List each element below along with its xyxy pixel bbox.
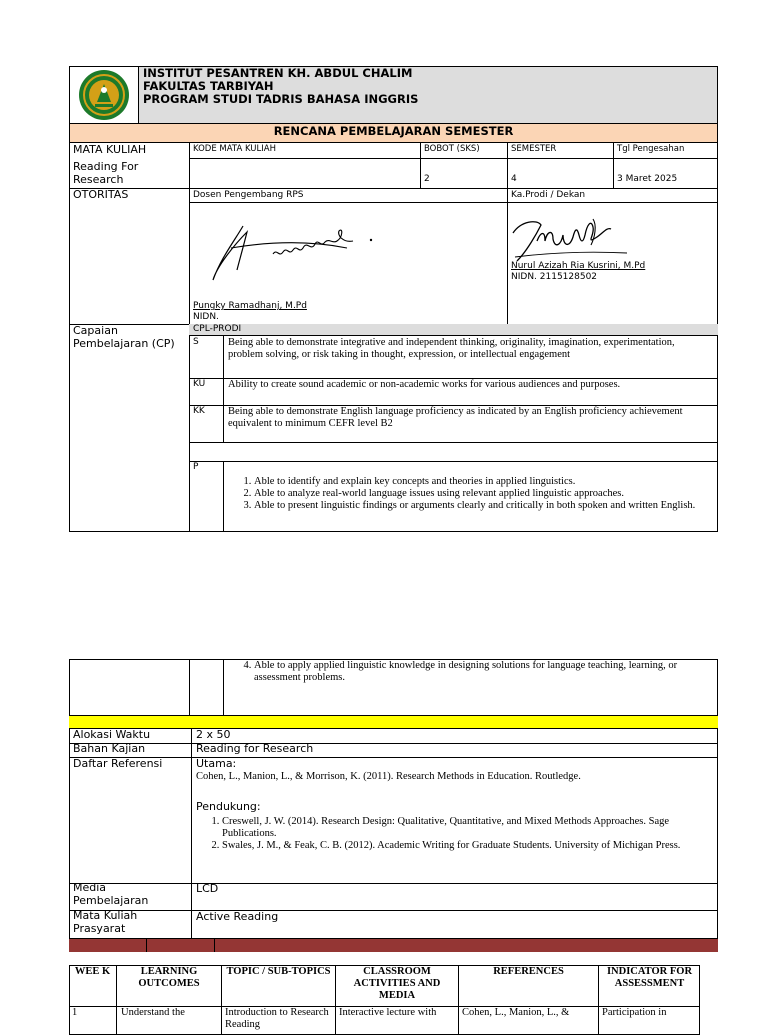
prasyarat-value: Active Reading <box>196 910 279 923</box>
kk-text: Being able to demonstrate English language proficiency as indicated by an English proficiency achievement equivalent to minimum CEFR level B2 <box>228 406 683 430</box>
kaprodi-name: Nurul Azizah Ria Kusrini, M.Pd <box>511 261 646 271</box>
developer-nidn: NIDN. <box>193 312 219 322</box>
prasyarat-label: Mata Kuliah Prasyarat <box>73 909 138 935</box>
program-name: PROGRAM STUDI TADRIS BAHASA INGGRIS <box>143 92 419 106</box>
kode-label: KODE MATA KULIAH <box>193 144 276 154</box>
weekly-plan-table <box>69 965 700 1031</box>
p-outcomes-list-cont <box>228 660 698 684</box>
institution-logo-icon <box>75 68 133 122</box>
row1-activity: Interactive lecture with <box>339 1007 437 1018</box>
kaprodi-nidn: NIDN. 2115128502 <box>511 272 598 282</box>
row1-indicator: Participation in <box>602 1007 667 1018</box>
p-item-3: 3. Able to present linguistic findings or arguments clearly and critically in both spoken and written English. <box>254 500 698 512</box>
row1-reference: Cohen, L., Manion, L., & <box>462 1007 570 1018</box>
media-label: Media Pembelajaran <box>73 881 149 907</box>
tgl-value: 3 Maret 2025 <box>617 174 678 184</box>
alokasi-label: Alokasi Waktu <box>73 728 151 741</box>
row1-outcome: Understand the <box>121 1007 185 1018</box>
semester-value: 4 <box>511 174 517 184</box>
row1-week: 1 <box>72 1007 78 1018</box>
bobot-value: 2 <box>424 174 430 184</box>
yellow-divider-bar <box>69 715 718 729</box>
semester-label: SEMESTER <box>511 144 557 154</box>
alokasi-value: 2 x 50 <box>196 728 231 741</box>
faculty-name: FAKULTAS TARBIYAH <box>143 79 274 93</box>
header-week: WEE K <box>74 966 111 977</box>
kaprodi-label: Ka.Prodi / Dekan <box>511 190 586 200</box>
rps-continuation-table <box>69 659 718 952</box>
p-code: P <box>193 462 199 472</box>
header-indicator: INDICATOR FOR ASSESSMENT <box>606 966 693 990</box>
p-outcomes-list <box>228 476 698 512</box>
p-item-1: 1. Able to identify and explain key concepts and theories in applied linguistics. <box>254 476 698 488</box>
rps-top-table <box>69 66 718 532</box>
header-references: REFERENCES <box>493 966 564 977</box>
developer-signature-icon <box>207 218 397 298</box>
pendukung-ref-2: 2. Swales, J. M., & Feak, C. B. (2012). Academic Writing for Graduate Students. University of Michigan Press. <box>222 840 714 852</box>
developer-name: Pungky Ramadhanj, M.Pd <box>193 301 307 311</box>
header-topics: TOPIC / SUB-TOPICS <box>226 966 331 977</box>
developer-label: Dosen Pengembang RPS <box>193 190 304 200</box>
maroon-divider-bar <box>69 938 718 952</box>
ku-text: Ability to create sound academic or non-academic works for various audiences and purposes. <box>228 379 621 390</box>
referensi-label: Daftar Referensi <box>73 757 163 770</box>
utama-reference: Cohen, L., Manion, L., & Morrison, K. (2011). Research Methods in Education. Routledge. <box>196 771 581 782</box>
kk-code: KK <box>193 406 205 416</box>
bahan-label: Bahan Kajian <box>73 742 146 755</box>
document-title: RENCANA PEMBELAJARAN SEMESTER <box>273 124 514 138</box>
course-name: Reading For Research <box>73 160 139 186</box>
p-item-4: 4. Able to apply applied linguistic knowledge in designing solutions for language teaching, learning, or assessment problems. <box>254 660 698 684</box>
pendukung-label: Pendukung: <box>196 800 261 813</box>
pendukung-references <box>196 816 714 852</box>
header-learning-outcomes: LEARNING OUTCOMES <box>138 966 200 990</box>
tgl-label: Tgl Pengesahan <box>617 144 685 154</box>
pendukung-ref-1: 1. Creswell, J. W. (2014). Research Design: Qualitative, Quantitative, and Mixed Methods Approaches. Sage Publications. <box>222 816 714 840</box>
utama-label: Utama: <box>196 757 237 770</box>
institution-name: INSTITUT PESANTREN KH. ABDUL CHALIM <box>143 66 413 80</box>
p-item-2: 2. Able to analyze real-world language issues using relevant applied linguistic approaches. <box>254 488 698 500</box>
cpl-prodi-bar <box>189 324 718 336</box>
row1-topic: Introduction to Research Reading <box>225 1007 329 1031</box>
bobot-label: BOBOT (SKS) <box>424 144 480 154</box>
cpl-prodi-label: CPL-PRODI <box>193 324 242 334</box>
ku-code: KU <box>193 379 206 389</box>
otoritas-label: OTORITAS <box>73 188 129 201</box>
header-activities: CLASSROOM ACTIVITIES AND MEDIA <box>353 966 441 1002</box>
s-code: S <box>193 337 199 347</box>
bahan-value: Reading for Research <box>196 742 314 755</box>
s-text: Being able to demonstrate integrative and independent thinking, originality, imagination, experimentation, problem solving, or risk taking in thought, expression, or intellectual engagement <box>228 337 675 361</box>
cp-label: Capaian Pembelajaran (CP) <box>73 324 175 350</box>
media-value: LCD <box>196 882 219 895</box>
mata-kuliah-label: MATA KULIAH <box>73 143 147 156</box>
